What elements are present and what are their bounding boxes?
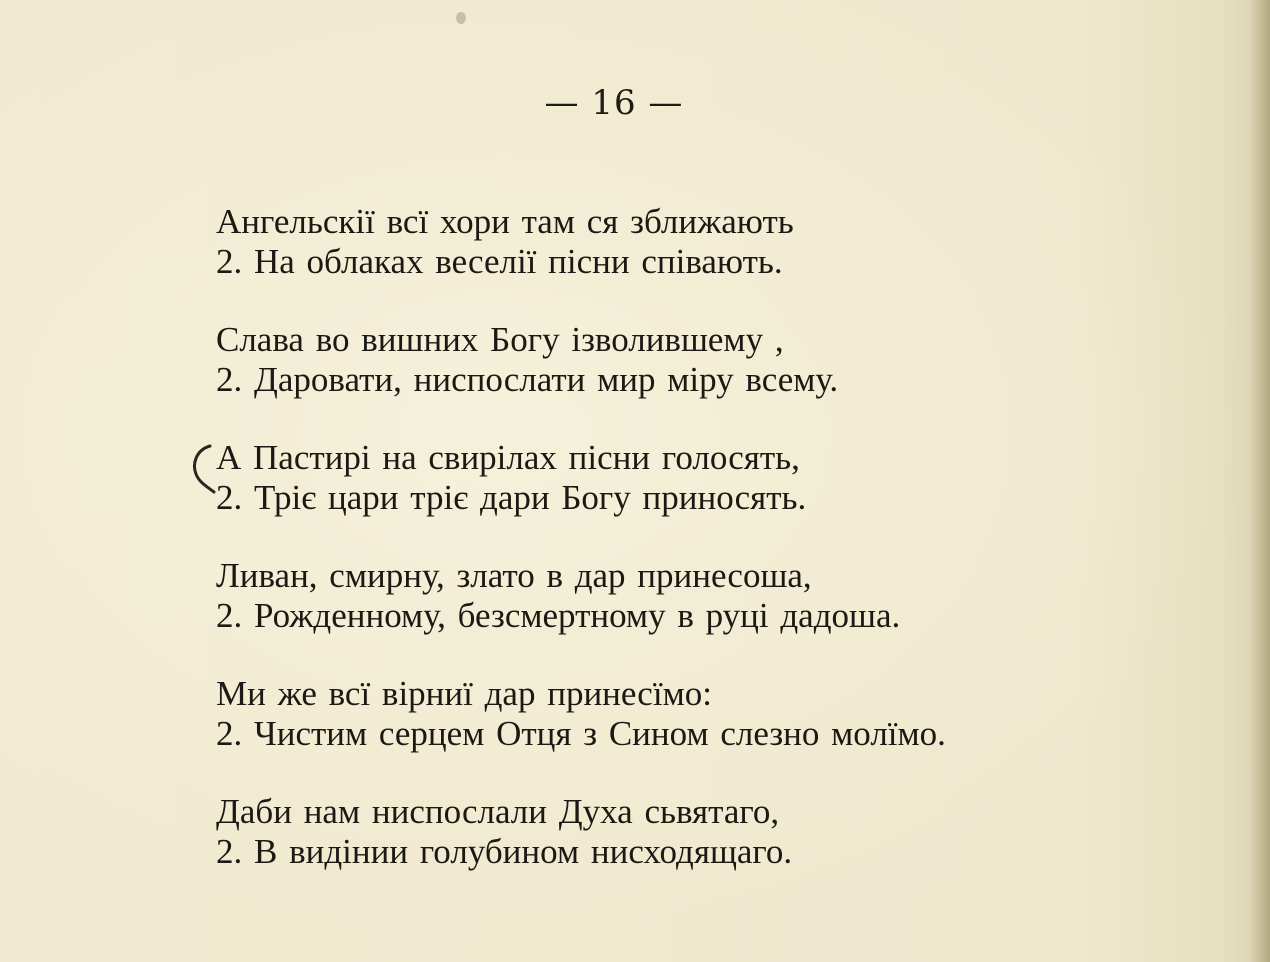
pencil-bracket-mark (188, 440, 218, 510)
stanza (216, 674, 946, 754)
paper-speck (456, 12, 466, 24)
refrain-line: 2. Даровати, ниспослати мир міру всему. (216, 360, 839, 399)
stanza (216, 556, 946, 636)
verse-line: А Пастирі на свирілах пісни голосять, (216, 438, 800, 477)
page-number: — 16 — (544, 83, 684, 123)
page-gutter-shadow (1248, 0, 1270, 962)
stanza (216, 438, 946, 518)
verse-line: Слава во вишних Богу ізволившему , (216, 320, 784, 359)
stanza (216, 792, 946, 872)
refrain-line: 2. На облаках веселії пісни співають. (216, 242, 783, 281)
refrain-line: 2. В видінии голубином нисходящаго. (216, 832, 793, 871)
refrain-line: 2. Тріє цари тріє дари Богу приносять. (216, 478, 807, 517)
stanza (216, 320, 946, 400)
verse-line: Ливан, смирну, злато в дар принесоша, (216, 556, 812, 595)
stanza (216, 202, 946, 282)
refrain-line: 2. Рожденному, безсмертному в руці дадоша. (216, 596, 901, 635)
verse-line: Даби нам ниспослали Духа сьвятаго, (216, 792, 780, 831)
verse-line: Ангельскії всї хори там ся зближають (216, 202, 794, 241)
poem-text (216, 202, 946, 910)
refrain-line: 2. Чистим серцем Отця з Сином слезно молїмо. (216, 714, 946, 753)
verse-line: Ми же всї вірниї дар принесїмо: (216, 674, 712, 713)
